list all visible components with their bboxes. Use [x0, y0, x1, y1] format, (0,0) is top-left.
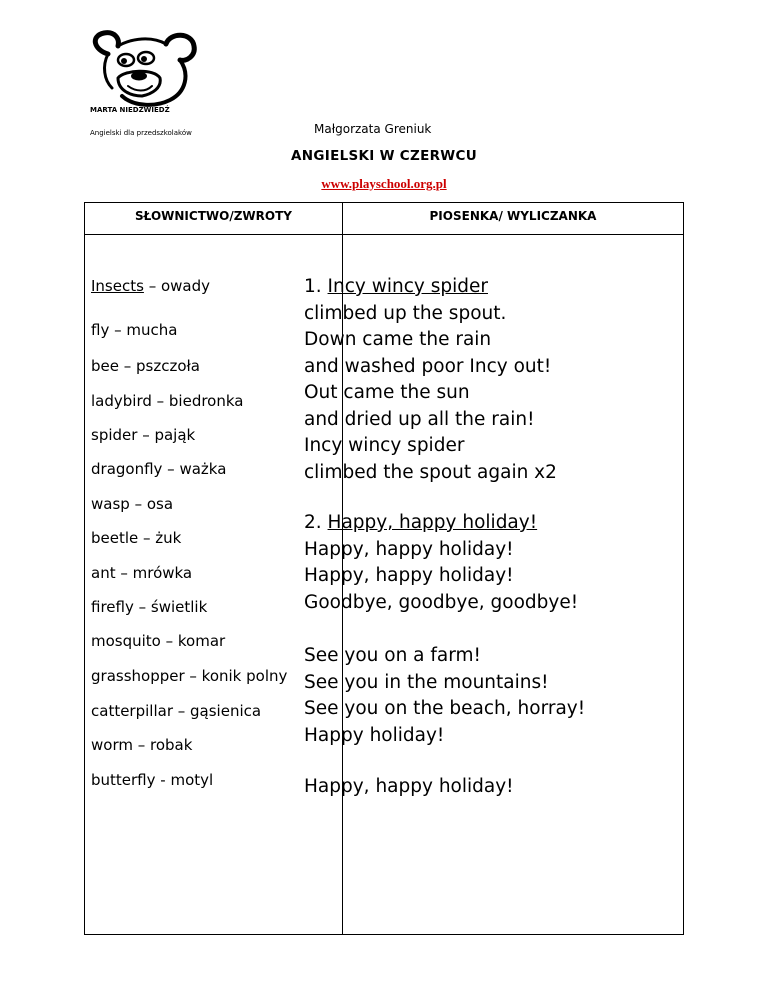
author-name: Małgorzata Greniuk: [314, 122, 432, 136]
vocab-item: spider – pająk: [91, 426, 196, 444]
vocab-item: firefly – świetlik: [91, 598, 208, 616]
song-line: Goodbye, goodbye, goodbye!: [304, 591, 579, 613]
song-number: 1.: [304, 276, 328, 297]
vocab-item: fly – mucha: [91, 321, 178, 339]
song-2: [304, 510, 578, 616]
vocab-item: bee – pszczoła: [91, 357, 200, 375]
song-line: and washed poor Incy out!: [304, 355, 552, 377]
brand-subtitle: Angielski dla przedszkolaków: [90, 129, 192, 137]
song-line: climbed up the spout.: [304, 302, 507, 324]
song-line: See you on the beach, horray!: [304, 698, 586, 719]
song-final-line: Happy, happy holiday!: [304, 776, 514, 797]
column-header-songs: PIOSENKA/ WYLICZANKA: [429, 209, 597, 223]
song-number: 2.: [304, 512, 328, 533]
topic-translation: – owady: [143, 277, 210, 295]
website-link[interactable]: www.playschool.org.pl: [321, 176, 447, 191]
header-divider: [85, 234, 683, 235]
song-line: climbed the spout again x2: [304, 461, 557, 483]
column-header-vocabulary: SŁOWNICTWO/ZWROTY: [135, 209, 292, 223]
vocab-item: ladybird – biedronka: [91, 392, 244, 410]
song-line: Happy, happy holiday!: [304, 565, 514, 586]
page-title: ANGIELSKI W CZERWCU: [291, 148, 477, 164]
song-1: [304, 274, 557, 486]
teddy-bear-icon: [88, 30, 200, 108]
song-line: and dried up all the rain!: [304, 408, 535, 430]
brand-name: MARTA NIEDŹWIEDŹ: [90, 106, 170, 114]
vocab-item: grasshopper – konik polny: [91, 667, 288, 685]
vocab-topic: [91, 277, 210, 295]
topic-word: Insects: [91, 277, 144, 295]
song-title-line: [304, 274, 557, 301]
song-line: Down came the rain: [304, 329, 492, 350]
song-2-stanza-2: [304, 643, 585, 749]
vocab-item: dragonfly – ważka: [91, 460, 227, 478]
vocab-item: wasp – osa: [91, 495, 174, 513]
vocab-item: mosquito – komar: [91, 632, 226, 650]
vocab-item: worm – robak: [91, 736, 193, 754]
song-line: Happy holiday!: [304, 724, 445, 746]
vocab-item: butterfly - motyl: [91, 771, 214, 789]
song-title-line: [304, 510, 578, 537]
song-line: Incy wincy spider: [304, 435, 465, 456]
song-title: Incy wincy spider: [327, 276, 488, 297]
song-title: Happy, happy holiday!: [327, 512, 538, 533]
vocab-item: catterpillar – gąsienica: [91, 702, 262, 720]
vocab-item: beetle – żuk: [91, 529, 182, 547]
vocab-item: ant – mrówka: [91, 564, 193, 582]
song-line: Happy, happy holiday!: [304, 538, 514, 560]
song-line: Out came the sun: [304, 382, 470, 403]
song-line: See you on a farm!: [304, 645, 481, 666]
song-line: See you in the mountains!: [304, 671, 549, 693]
